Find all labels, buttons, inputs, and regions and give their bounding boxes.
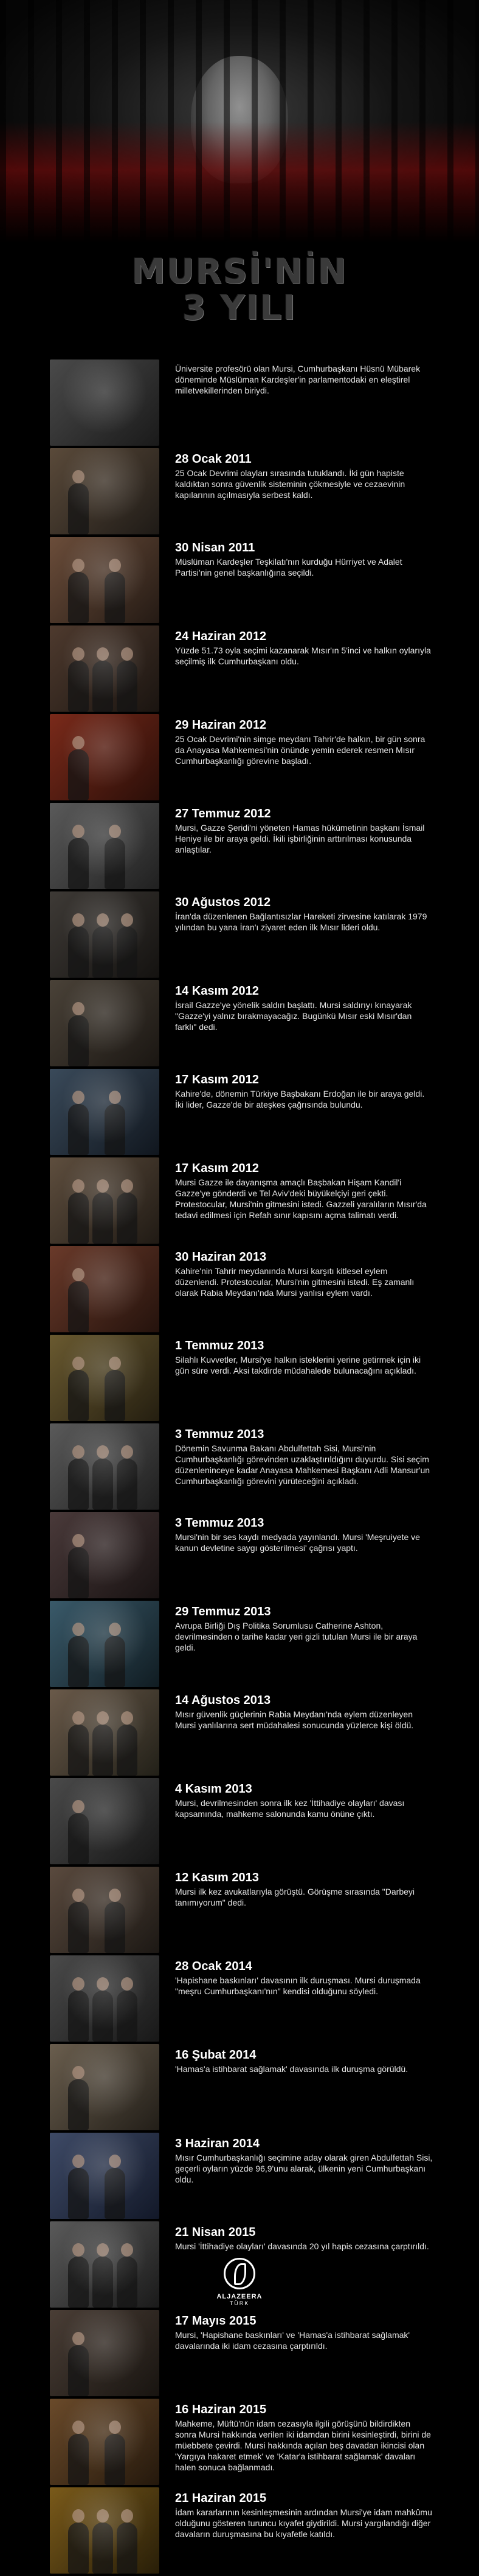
event-date: 4 Kasım 2013 [175,1782,252,1796]
event-date: 14 Ağustos 2013 [175,1694,271,1707]
event-photo [50,1246,159,1332]
timeline-item [50,2133,433,2219]
event-photo [50,891,159,978]
event-date: 30 Nisan 2011 [175,541,255,554]
photo-figure [92,1459,113,1510]
timeline-item [50,1423,433,1510]
photo-figure [105,1636,125,1687]
title-line-1: MURSİ'NİN [131,252,348,291]
timeline-item [50,625,433,712]
timeline-item [50,1157,433,1244]
intro-text: Üniversite profesörü olan Mursi, Cumhurbaşkanı Hüsnü Mübarek döneminde Müslüman Kardeşler'in parlamentodaki en eleştirel milletvekillerinden biriydi. [175,364,421,395]
event-photo [50,980,159,1066]
photo-figure [68,2079,89,2130]
event-date: 17 Mayıs 2015 [175,2314,257,2328]
event-text: Avrupa Birliği Dış Politika Sorumlusu Catherine Ashton, devrilmesinden o tarihe kadar yeri gizli tutulan Mursi ile bir araya geldi. [175,1621,418,1652]
event-photo [50,1778,159,1864]
photo-figure [68,1725,89,1776]
photo-figure [68,1193,89,1244]
photo-figure [117,1725,137,1776]
timeline-item [50,1601,433,1687]
page-title [0,254,479,327]
event-text: Kahire'nin Tahrir meydanında Mursi karşıtı kitlesel eylem düzenlendi. Protestocular, Mursi'nin gitmesini istedi. Eş zamanlı olarak Rabia Meydanı'nda Mursi yanlısı eylem vardı. [175,1266,415,1298]
event-text: Mursi, 'Hapishane baskınları' ve 'Hamas'a istihbarat sağlamak' davalarında iki idam cezasına çarptırıldı. [175,2330,410,2351]
timeline-intro [50,359,433,446]
photo-figure [68,1547,89,1598]
timeline-item [50,803,433,889]
event-date: 29 Temmuz 2013 [175,1605,271,1618]
event-photo [50,2044,159,2130]
event-date: 30 Ağustos 2012 [175,896,271,909]
event-date: 29 Haziran 2012 [175,718,267,732]
event-photo [50,448,159,534]
photo-figure [92,2257,113,2308]
photo-figure [92,1193,113,1244]
event-photo [50,359,159,446]
photo-figure [68,2168,89,2219]
event-photo [50,1867,159,1953]
photo-figure [105,2168,125,2219]
event-photo [50,2310,159,2396]
event-date: 1 Temmuz 2013 [175,1339,264,1352]
event-date: 16 Haziran 2015 [175,2403,267,2416]
photo-figure [68,838,89,889]
title-line-2: 3 YILI [182,288,297,328]
event-date: 21 Nisan 2015 [175,2226,256,2239]
photo-figure [117,927,137,978]
photo-figure [68,2345,89,2396]
event-photo [50,2487,159,2574]
photo-figure [117,1991,137,2042]
event-date: 12 Kasım 2013 [175,1871,259,1884]
event-text: 25 Ocak Devrimi'nin simge meydanı Tahrir'de halkın, bir gün sonra da Anayasa Mahkemesi'nin önünde yemin ederek resmen Mısır Cumhurbaşkanlığı görevine başladı. [175,734,426,766]
event-text: Mursi ilk kez avukatlarıyla görüştü. Görüşme sırasında "Darbeyi tanımıyorum" dedi. [175,1887,415,1907]
timeline-item [50,2399,433,2485]
event-photo [50,1335,159,1421]
photo-figure [105,838,125,889]
event-date: 14 Kasım 2012 [175,984,259,998]
photo-figure [105,572,125,623]
event-photo [50,1157,159,1244]
photo-figure [92,927,113,978]
event-photo [50,1601,159,1687]
event-photo [50,625,159,712]
event-text: İsrail Gazze'ye yönelik saldırı başlattı. Mursi saldırıyı kınayarak "Gazze'yi yalnız bırakmayacağız. Bugünkü Mısır eski Mısır'dan farklı" dedi. [175,1000,412,1032]
timeline-item [50,1778,433,1864]
timeline-item [50,2044,433,2130]
photo-figure [68,2434,89,2485]
event-photo [50,1955,159,2042]
photo-figure [92,1991,113,2042]
event-date: 27 Temmuz 2012 [175,807,271,820]
event-date: 3 Haziran 2014 [175,2137,260,2150]
photo-figure [68,1370,89,1421]
photo-figure [117,2257,137,2308]
event-photo [50,537,159,623]
photo-figure [68,2523,89,2574]
event-text: Mahkeme, Müftü'nün idam cezasıyla ilgili görüşünü bildirdikten sonra Mursi hakkında verilen iki idamdan birini kesinleştirdi, birini de müebbete çevirdi. Mursi hakkında açılan beş davadan ikincisi olan 'Yargıya hakaret etmek' ve 'Katar'a istihbarat sağlamak' davaları halen sonuca bağlanmadı. [175,2419,431,2472]
event-photo [50,2133,159,2219]
photo-figure [68,1281,89,1332]
photo-figure [68,483,89,534]
event-date: 17 Kasım 2012 [175,1073,259,1086]
timeline-item [50,1955,433,2042]
event-text: Yüzde 51.73 oyla seçimi kazanarak Mısır'ın 5'inci ve halkın oylarıyla seçilmiş ilk Cumhurbaşkanı oldu. [175,646,431,666]
photo-figure [117,2523,137,2574]
event-photo [50,803,159,889]
event-date: 28 Ocak 2011 [175,452,252,466]
photo-figure [117,1193,137,1244]
event-text: Mursi'nin bir ses kaydı medyada yayınlandı. Mursi 'Meşruiyete ve kanun devletine saygı gösterilmesi' çağrısı yaptı. [175,1532,420,1553]
event-text: Mursi, devrilmesinden sonra ilk kez 'İttihadiye olayları' davası kapsamında, mahkeme salonunda kamu önüne çıktı. [175,1798,405,1819]
timeline-item [50,891,433,978]
event-date: 21 Haziran 2015 [175,2492,267,2505]
photo-figure [105,1370,125,1421]
event-photo [50,2399,159,2485]
event-text: İran'da düzenlenen Bağlantısızlar Hareketi zirvesine katılarak 1979 yılından bu yana İran'ı ziyaret eden ilk Mısır lideri oldu. [175,911,427,932]
photo-figure [105,1104,125,1155]
photo-figure [68,1902,89,1953]
event-text: İdam kararlarının kesinleşmesinin ardından Mursi'ye idam mahkûmu olduğunu gösteren turuncu kıyafet giydirildi. Mursi yargılandığı diğer davaların duruşmasına bu kıyafetle katıldı. [175,2507,432,2539]
event-date: 28 Ocak 2014 [175,1960,252,1973]
photo-figure [105,2434,125,2485]
photo-figure [92,2523,113,2574]
aljazeera-logo [215,2258,264,2306]
photo-figure [68,1813,89,1864]
timeline-item [50,1867,433,1953]
logo-sub: TÜRK [229,2300,250,2306]
photo-figure [68,749,89,800]
timeline-item [50,1246,433,1332]
photo-figure [92,1725,113,1776]
timeline-item [50,537,433,623]
photo-figure [68,1015,89,1066]
event-photo [50,1689,159,1776]
hero-fade [0,170,479,243]
event-date: 24 Haziran 2012 [175,630,267,643]
event-photo [50,1069,159,1155]
photo-figure [68,1636,89,1687]
event-text: Mursi, Gazze Şeridi'ni yöneten Hamas hükümetinin başkanı İsmail Heniye ile bir araya geldi. İkili işbirliğinin arttırılması konusunda anlaştılar. [175,823,425,854]
timeline-item [50,448,433,534]
event-photo [50,714,159,800]
event-text: 25 Ocak Devrimi olayları sırasında tutuklandı. İki gün hapiste kaldıktan sonra güvenlik sisteminin çökmesiyle ve cezaevinin kapılarının açılmasıyla serbest kaldı. [175,468,405,500]
event-text: Kahire'de, dönemin Türkiye Başbakanı Erdoğan ile bir araya geldi. İki lider, Gazze'de bir ateşkes çağrısında bulundu. [175,1089,425,1109]
timeline-item [50,1689,433,1776]
event-text: 'Hapishane baskınları' davasının ilk duruşması. Mursi duruşmada "meşru Cumhurbaşkanı'nın" kendisi olduğunu söyledi. [175,1975,421,1996]
aljazeera-logo-icon [224,2258,255,2289]
event-date: 3 Temmuz 2013 [175,1428,264,1441]
event-text: Mısır Cumhurbaşkanlığı seçimine aday olarak giren Abdulfettah Sisi, geçerli oyların yüzde 96,9'unu alarak, ülkenin yeni Cumhurbaşkanı oldu. [175,2153,433,2184]
photo-figure [92,661,113,712]
event-text: Mısır güvenlik güçlerinin Rabia Meydanı'nda eylem düzenleyen Mursi yanlılarına sert müdahalesi sonucunda yüzlerce kişi öldü. [175,1709,414,1730]
timeline-item [50,714,433,800]
timeline-item [50,980,433,1066]
timeline-item [50,2487,433,2574]
event-text: Mursi 'İttihadiye olayları' davasında 20 yıl hapis cezasına çarptırıldı. [175,2241,429,2251]
event-text: Mursi Gazze ile dayanışma amaçlı Başbakan Hişam Kandil'i Gazze'ye gönderdi ve Tel Aviv'deki büyükelçiyi geri çekti. Protestocular, Mursi'nin gitmesini istedi. Gazzeli yaralıların Mısır'da tedavi edilmesi için Refah sınır kapısını açma talimatı verdi. [175,1177,427,1220]
event-date: 16 Şubat 2014 [175,2048,257,2062]
timeline-item [50,1512,433,1598]
event-text: Dönemin Savunma Bakanı Abdulfettah Sisi, Mursi'nin Cumhurbaşkanlığı görevinden uzaklaştırıldığını duyurdu. Sisi seçim düzenleninceye kadar Anayasa Mahkemesi Başkanı Adli Mansur'un Cumhurbaşkanlığı görevini yürüteceğini açıkladı. [175,1443,430,1486]
photo-figure [68,1459,89,1510]
event-photo [50,1512,159,1598]
photo-figure [117,661,137,712]
event-text: Silahlı Kuvvetler, Mursi'ye halkın isteklerini yerine getirmek için iki gün süre verdi. Aksi takdirde müdahalede bulunacağını açıkladı. [175,1355,421,1375]
timeline-item [50,2310,433,2396]
timeline [50,359,433,2576]
photo-figure [105,1902,125,1953]
event-text: 'Hamas'a istihbarat sağlamak' davasında ilk duruşma görüldü. [175,2064,408,2074]
photo-figure [68,927,89,978]
event-photo [50,2221,159,2308]
photo-figure [68,572,89,623]
event-text: Müslüman Kardeşler Teşkilatı'nın kurduğu Hürriyet ve Adalet Partisi'nin genel başkanlığına seçildi. [175,557,402,578]
photo-figure [68,1104,89,1155]
photo-figure [68,1991,89,2042]
logo-brand: ALJAZEERA [216,2293,263,2300]
timeline-item [50,1069,433,1155]
event-date: 17 Kasım 2012 [175,1162,259,1175]
event-photo [50,1423,159,1510]
event-date: 30 Haziran 2013 [175,1250,267,1264]
photo-figure [68,661,89,712]
photo-figure [68,2257,89,2308]
photo-figure [117,1459,137,1510]
event-date: 3 Temmuz 2013 [175,1516,264,1530]
hero-photo [0,0,479,243]
timeline-item [50,1335,433,1421]
